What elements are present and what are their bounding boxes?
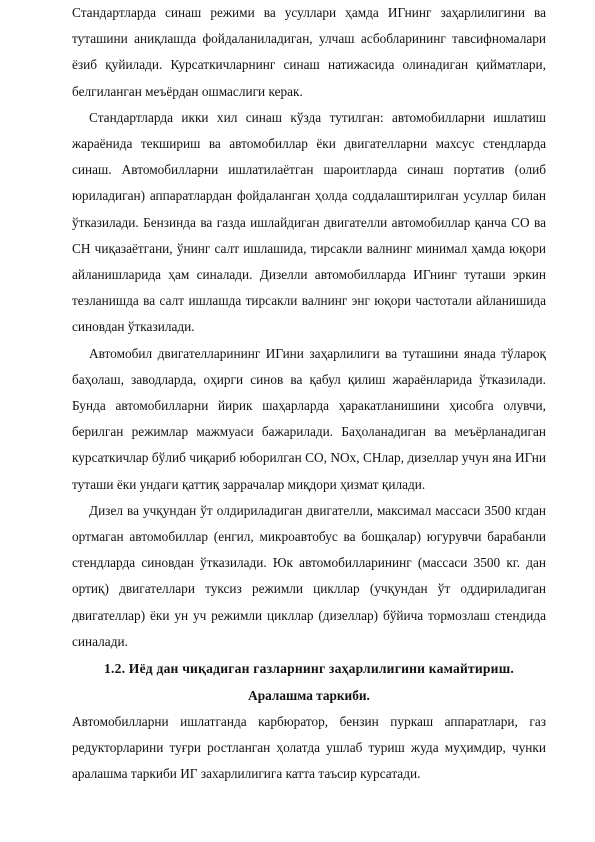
paragraph-diesel-testing: Дизел ва учқундан ўт олдириладиган двигателли, максимал массаси 3500 кгдан ортмаган автомобиллар (енгил, микроавтобус ва бошқалар) югурувчи барабанли стендларда синовдан ўтказилади. Юк автомобилларининг (массаси 3500 кг. дан ортиқ) двигателлари туксиз режимли цикллар (учқундан ўт оддириладиган двигателлар) ёки ун уч режимли цикллар (дизеллар) бўйича тормозлаш стендида синалади.: [72, 502, 546, 649]
paragraph-two-test-types: Стандартларда икки хил синаш кўзда тутилган: автомобилларни ишлатиш жараёнида текшириш ва автомобиллар ёки двигателларни махсус стендларда синаш. Автомобилларни ишлатилаётган шароитларда синаш портатив (олиб юриладиган) аппаратлардан фойдаланган ҳолда соддалаштирилган усуллар билан ўтказилади. Бензинда ва газда ишлайдиган двигателли автомобиллар қанча СО ва СН чиқазаётгани, ўнинг салт ишлашида, тирсакли валнинг минимал ҳамда юқори айланишларида ҳам синалади. Дизелли автомобилларда ИГнинг туташи эркин тезланишда ва салт ишлашда тирсакли валнинг энг юқори частотали айланишида синовдан ўтказилади.: [72, 109, 546, 335]
section-subheading: Аралашма таркиби.: [248, 688, 370, 704]
document-page: [72, 0, 546, 788]
paragraph-standards-intro: Стандартларда синаш режими ва усуллари ҳамда ИГнинг заҳарлилигини ва туташини аниқлашда фойдаланиладиган, улчаш асбобларининг тавсифномалари ёзиб қуйилади. Курсаткичларнинг синаш натижасида олинадиган қийматлари, белгиланган меъёрдан ошмаслиги керак.: [72, 5, 546, 99]
paragraph-mixture-composition: Автомобилларни ишлатганда карбюратор, бензин пуркаш аппаратлари, газ редукторларини туғри ростланган ҳолатда ушлаб туриш жуда муҳимдир, чунки аралашма таркиби ИГ захарлилигига катта таъсир курсатади.: [72, 714, 546, 782]
section-heading: 1.2. Иёд дан чиқадиган газларнинг заҳарлилигини камайтириш.: [104, 661, 514, 677]
paragraph-factory-evaluation: Автомобил двигателларининг ИГини заҳарлилиги ва туташини янада тўлароқ баҳолаш, заводларда, оҳирги синов ва қабул қилиш жараёнларида ўтказилади. Бунда автомобилларни йирик шаҳарларда ҳаракатланишини ҳисобга олувчи, берилган режимлар мажмуаси бажарилади. Баҳоланадиган ва меъёрланадиган курсаткичлар бўлиб чиқариб юборилган СО, NOх, СНлар, дизеллар учун яна ИГни туташи ёки ундаги қаттиқ заррачалар миқдори ҳизмат қилади.: [72, 345, 546, 492]
